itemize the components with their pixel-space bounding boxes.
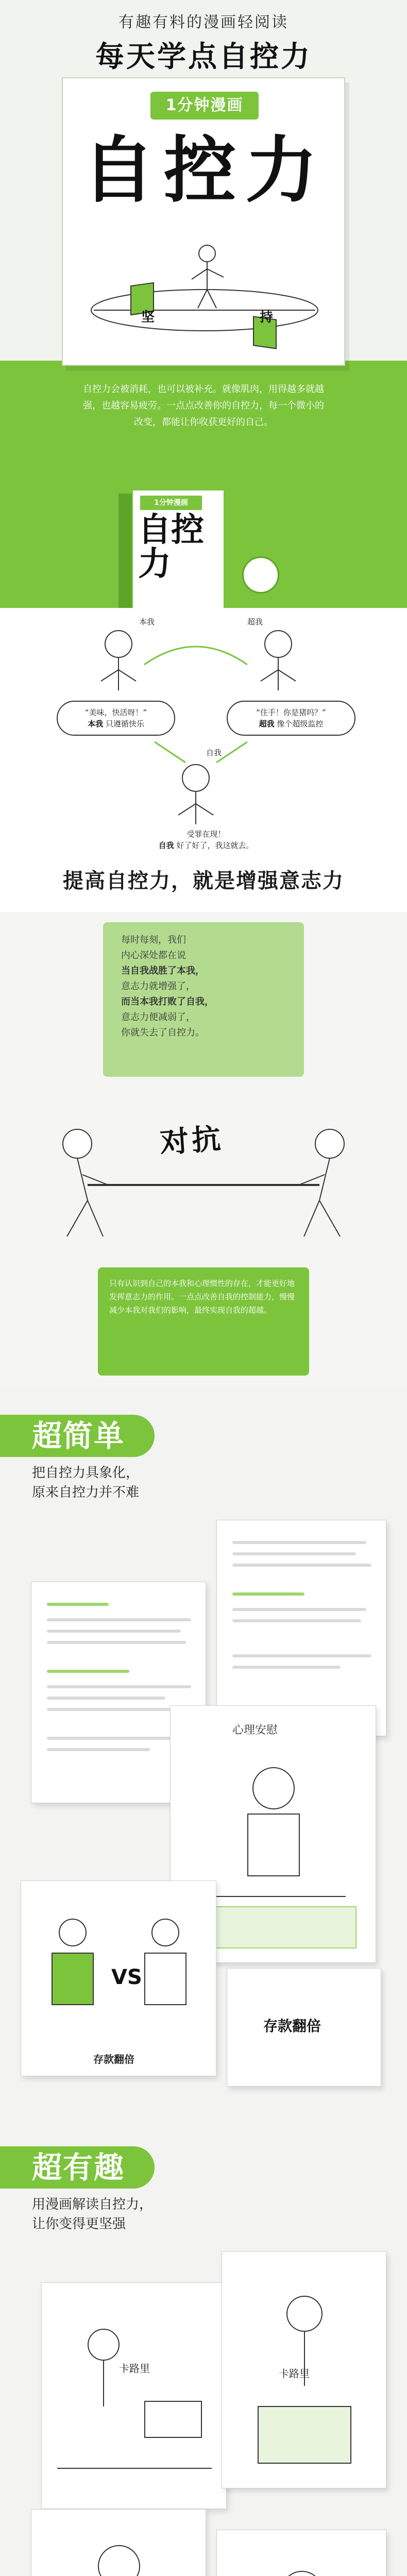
book-title: 自控力 <box>82 129 327 213</box>
feature-subtitle-line: 原来自控力并不难 <box>32 1485 140 1500</box>
bubble-ego-line2 <box>113 840 299 851</box>
bubble-id-line2 <box>66 718 166 730</box>
quote-line: 你就失去了自控力。 <box>121 1027 205 1038</box>
book-cover-large <box>62 77 345 366</box>
bubble-superego-line1: “住手！你是猪吗？” <box>256 708 326 717</box>
hero-intro: 自控力会被消耗，也可以被补充。就像肌肉，用得越多就越强，也越容易疲劳。一点点改善你的自控力，每一个微小的改变，都能让你收获更好的自己。 <box>83 384 324 428</box>
bubble-id-key: 本我 <box>88 719 104 728</box>
sample-page <box>227 1968 381 2087</box>
fight-word: 对抗 <box>159 1122 225 1160</box>
word-left: 坚 <box>141 310 155 325</box>
bubble-ego-key: 自我 <box>158 841 174 850</box>
page-caption: 存款翻倍 <box>93 2053 134 2065</box>
publisher-seal-icon <box>242 556 279 594</box>
cover-illustration <box>83 233 326 357</box>
hero-headline: 每天学点自控力 <box>95 40 312 74</box>
book-spine <box>118 494 132 608</box>
tug-explanation: 只有认识到自己的本我和心理惯性的存在，才能更好地发挥意志力的作用。一点点改善自我的控制能力，慢慢减少本我对我们的影响，最终实现自我的超越。 <box>98 1267 309 1376</box>
bubble-superego-rest: 像个超级监控 <box>274 719 324 728</box>
quote-text <box>121 933 286 1041</box>
sample-page <box>222 2251 386 2488</box>
bubble-superego-key: 超我 <box>259 719 275 728</box>
quote-line: 意志力就增强了， <box>121 981 195 992</box>
hero-tagline: 有趣有料的漫画轻阅读 <box>118 13 289 31</box>
book-front-title: 自控力 <box>138 511 204 583</box>
book-front-badge: 1分钟漫画 <box>140 496 202 510</box>
book-front <box>132 489 225 608</box>
page-illustration <box>21 1881 216 2030</box>
sample-pages <box>0 2221 407 2576</box>
hero-section <box>0 0 407 608</box>
feature-subtitle-line: 让你变得更坚强 <box>32 2216 126 2232</box>
sample-page <box>21 1880 216 2076</box>
page-illustration <box>31 2510 206 2576</box>
tug-illustration <box>0 1087 407 1262</box>
page-illustration <box>217 2530 386 2576</box>
page-illustration <box>42 2283 227 2509</box>
feature-fun <box>0 2117 407 2576</box>
word-right: 持 <box>260 310 274 325</box>
page-caption: 存款翻倍 <box>263 2018 321 2035</box>
feature-subtitle-line: 用漫画解读自控力， <box>32 2197 153 2212</box>
bubble-id-line1: “美味，快活呀！” <box>84 708 147 717</box>
quote-line: 意志力便减弱了， <box>121 1012 195 1023</box>
bubble-ego-rest: 好了好了，我这就去。 <box>174 841 254 850</box>
feature-subtitle-line: 把自控力具象化， <box>32 1465 140 1481</box>
sample-page <box>41 2282 227 2509</box>
bubble-id <box>57 701 175 736</box>
svg-text:VS: VS <box>111 1965 142 1989</box>
tag-id: 本我 <box>139 617 155 626</box>
sample-page <box>216 2530 386 2576</box>
page-caption: 卡路里 <box>279 2367 310 2380</box>
feature-title: 超有趣 <box>32 2150 125 2185</box>
bubble-superego-line2 <box>236 718 346 730</box>
book-badge: 1分钟漫画 <box>150 92 259 120</box>
bubble-id-rest: 只遵循快乐 <box>103 719 144 728</box>
section-heading-willpower: 提高自控力，就是增强意志力 <box>63 869 344 893</box>
sample-page <box>216 1520 386 1736</box>
page-caption: 卡路里 <box>119 2362 150 2375</box>
tug-section <box>0 912 407 1386</box>
feature-banner <box>0 1386 407 1500</box>
bubble-ego-line1: 受罪在现！ <box>186 829 226 839</box>
book-3d <box>118 489 222 608</box>
page-caption: 心理安慰 <box>232 1724 278 1737</box>
quote-line: 而当本我打败了自我， <box>121 996 214 1007</box>
feature-title: 超简单 <box>32 1418 125 1453</box>
quote-line: 内心深处都在说 <box>121 950 186 961</box>
feature-simple <box>0 1386 407 2117</box>
feature-banner <box>0 2117 407 2232</box>
bubble-ego <box>113 828 299 851</box>
tag-superego: 超我 <box>247 617 263 626</box>
quote-line: 当自我战胜了本我， <box>121 965 205 976</box>
sample-page <box>31 2509 206 2576</box>
dialogue-section <box>0 608 407 850</box>
quote-line: 每时每刻，我们 <box>121 935 186 945</box>
tag-ego: 自我 <box>206 748 222 757</box>
sample-pages <box>0 1489 407 2117</box>
bubble-superego <box>227 701 355 736</box>
